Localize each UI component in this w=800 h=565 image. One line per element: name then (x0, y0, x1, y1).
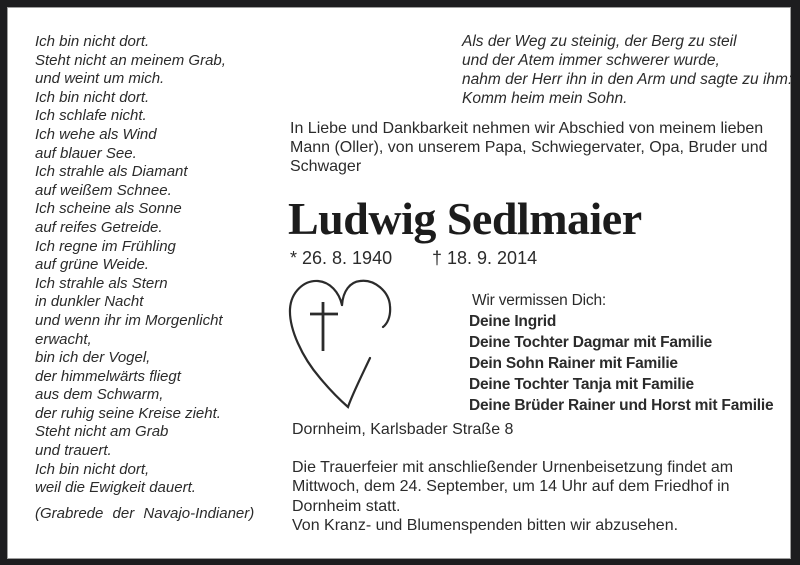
poem-line: Ich strahle als Stern (35, 274, 168, 292)
birth-date: * 26. 8. 1940 (290, 248, 393, 268)
poem-line: bin ich der Vogel, (35, 349, 151, 367)
poem-line: und wenn ihr im Morgenlicht (35, 311, 223, 329)
poem-attribution: (Grabrede der Navajo-Indianer) (35, 504, 255, 522)
verse-line: und der Atem immer schwerer wurde, (462, 52, 720, 69)
mourner-line: Dein Sohn Rainer mit Familie (469, 355, 678, 372)
funeral-details (292, 458, 733, 535)
mourner-line: Deine Ingrid (469, 313, 557, 330)
poem-navajo (35, 33, 254, 523)
poem-line: Ich strahle als Diamant (35, 163, 188, 181)
verse-quote (462, 32, 792, 108)
poem-line: und weint um mich. (35, 70, 165, 88)
poem-line: auf weißem Schnee. (35, 181, 172, 199)
life-dates (290, 248, 610, 270)
mourners-list (469, 290, 773, 416)
poem-line: in dunkler Nacht (35, 293, 144, 311)
poem-line: der himmelwärts fliegt (35, 367, 181, 385)
funeral-line: Dornheim statt. (292, 497, 401, 515)
poem-line: Ich schlafe nicht. (35, 107, 147, 125)
poem-line: aus dem Schwarm, (35, 386, 164, 404)
poem-line: erwacht, (35, 330, 92, 348)
poem-line: auf blauer See. (35, 144, 137, 162)
poem-line: Ich regne im Frühling (35, 237, 176, 255)
funeral-line: Die Trauerfeier mit anschließender Urnenbeisetzung findet am (292, 459, 734, 476)
poem-line: Steht nicht an meinem Grab, (35, 51, 226, 69)
poem-line: Ich wehe als Wind (35, 125, 157, 143)
heart-with-cross-icon (288, 279, 392, 409)
death-date: † 18. 9. 2014 (432, 248, 538, 268)
poem-line: der ruhig seine Kreise zieht. (35, 404, 221, 422)
mourner-line: Deine Brüder Rainer und Horst mit Familie (469, 397, 774, 414)
poem-line: Ich scheine als Sonne (35, 200, 182, 218)
intro-line: Schwager (290, 158, 362, 175)
mourner-line: Deine Tochter Tanja mit Familie (469, 376, 694, 393)
poem-line: Ich bin nicht dort. (35, 33, 150, 50)
poem-line: Ich bin nicht dort, (35, 460, 150, 478)
verse-line: Komm heim mein Sohn. (462, 90, 628, 107)
poem-line: Ich bin nicht dort. (35, 88, 150, 106)
poem-line: auf reifes Getreide. (35, 218, 163, 236)
verse-line: Als der Weg zu steinig, der Berg zu steil (462, 33, 737, 50)
verse-line: nahm der Herr ihn in den Arm und sagte zu ihm: (462, 71, 793, 88)
poem-line: auf grüne Weide. (35, 256, 149, 274)
poem-line: weil die Ewigkeit dauert. (35, 479, 196, 497)
poem-line: Steht nicht am Grab (35, 423, 169, 441)
intro-paragraph (290, 119, 768, 176)
intro-line: In Liebe und Dankbarkeit nehmen wir Abschied von meinem lieben (290, 120, 764, 137)
poem-line: und trauert. (35, 442, 112, 460)
mourner-line: Deine Tochter Dagmar mit Familie (469, 334, 713, 351)
mourners-heading: Wir vermissen Dich: (472, 292, 606, 309)
funeral-line: Mittwoch, dem 24. September, um 14 Uhr auf dem Friedhof in (292, 478, 730, 496)
intro-line: Mann (Oller), von unserem Papa, Schwiegervater, Opa, Bruder und (290, 139, 768, 156)
deceased-name: Ludwig Sedlmaier (288, 193, 642, 244)
funeral-line: Von Kranz- und Blumenspenden bitten wir abzusehen. (292, 516, 679, 534)
address-line: Dornheim, Karlsbader Straße 8 (292, 421, 514, 438)
